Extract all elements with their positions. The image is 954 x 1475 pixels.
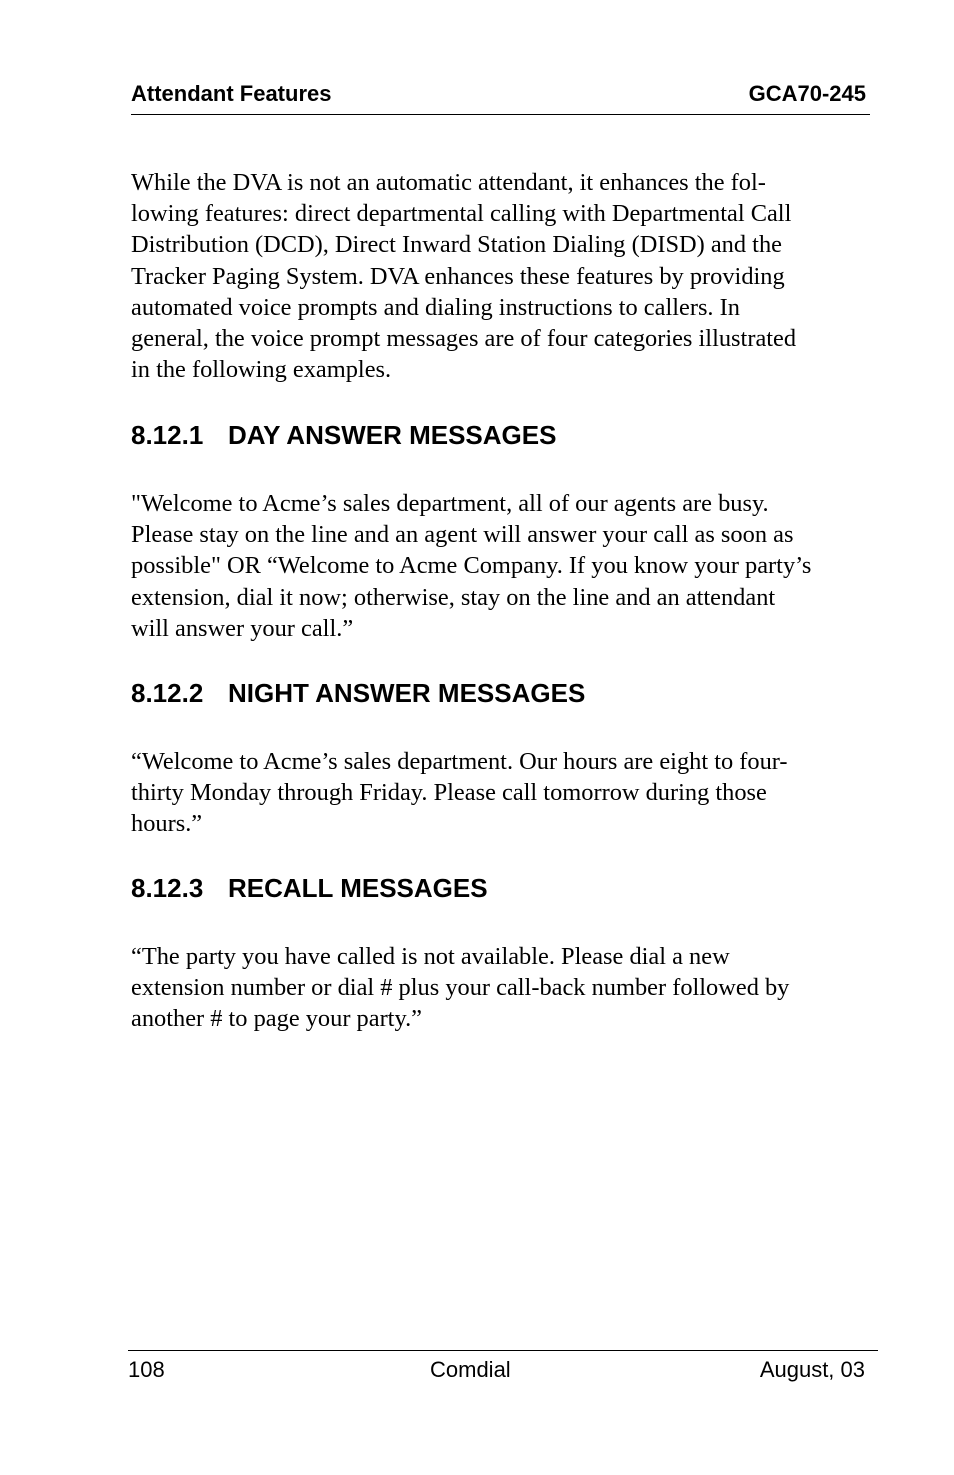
text-line: extension number or dial # plus your call-back number followed by — [131, 974, 790, 1002]
text-line: Please stay on the line and an agent will answer your call as soon as — [131, 521, 794, 549]
text-line: general, the voice prompt messages are of four categories illustrated — [131, 325, 797, 353]
text-line: will answer your call.” — [131, 614, 354, 642]
text-line: "Welcome to Acme’s sales department, all of our agents are busy. — [131, 490, 769, 517]
day-answer-paragraph — [131, 488, 871, 644]
intro-paragraph — [131, 167, 871, 385]
section-heading-night-answer — [131, 677, 585, 709]
page-header — [131, 80, 870, 115]
text-line: “Welcome to Acme’s sales department. Our hours are eight to four- — [131, 748, 788, 775]
section-title: NIGHT ANSWER MESSAGES — [228, 678, 586, 708]
page-number: 108 — [128, 1357, 165, 1382]
header-section-title: Attendant Features — [131, 81, 332, 106]
recall-paragraph — [131, 941, 871, 1035]
text-line: Tracker Paging System. DVA enhances these features by providing — [131, 262, 785, 290]
text-line: While the DVA is not an automatic attendant, it enhances the fol- — [131, 169, 766, 196]
text-line: hours.” — [131, 810, 203, 838]
text-line: Distribution (DCD), Direct Inward Station Dialing (DISD) and the — [131, 231, 782, 259]
section-number: 8.12.3 — [131, 873, 204, 903]
section-heading-recall — [131, 872, 488, 904]
text-line: extension, dial it now; otherwise, stay on the line and an attendant — [131, 583, 776, 611]
header-doc-code: GCA70-245 — [748, 81, 866, 106]
text-line: automated voice prompts and dialing instructions to callers. In — [131, 293, 740, 321]
section-title: DAY ANSWER MESSAGES — [228, 420, 557, 450]
footer-date: August, 03 — [759, 1357, 865, 1382]
text-line: possible" OR “Welcome to Acme Company. If you know your party’s — [131, 552, 812, 580]
section-title: RECALL MESSAGES — [228, 873, 488, 903]
text-line: “The party you have called is not available. Please dial a new — [131, 943, 730, 970]
section-heading-day-answer — [131, 419, 556, 451]
footer-company: Comdial — [430, 1357, 511, 1382]
text-line: in the following examples. — [131, 356, 392, 384]
text-line: another # to page your party.” — [131, 1005, 422, 1033]
night-answer-paragraph — [131, 746, 871, 840]
text-line: thirty Monday through Friday. Please call tomorrow during those — [131, 779, 767, 807]
text-line: lowing features: direct departmental calling with Departmental Call — [131, 200, 792, 228]
section-number: 8.12.1 — [131, 420, 204, 450]
page-footer — [128, 1350, 878, 1385]
section-number: 8.12.2 — [131, 678, 204, 708]
